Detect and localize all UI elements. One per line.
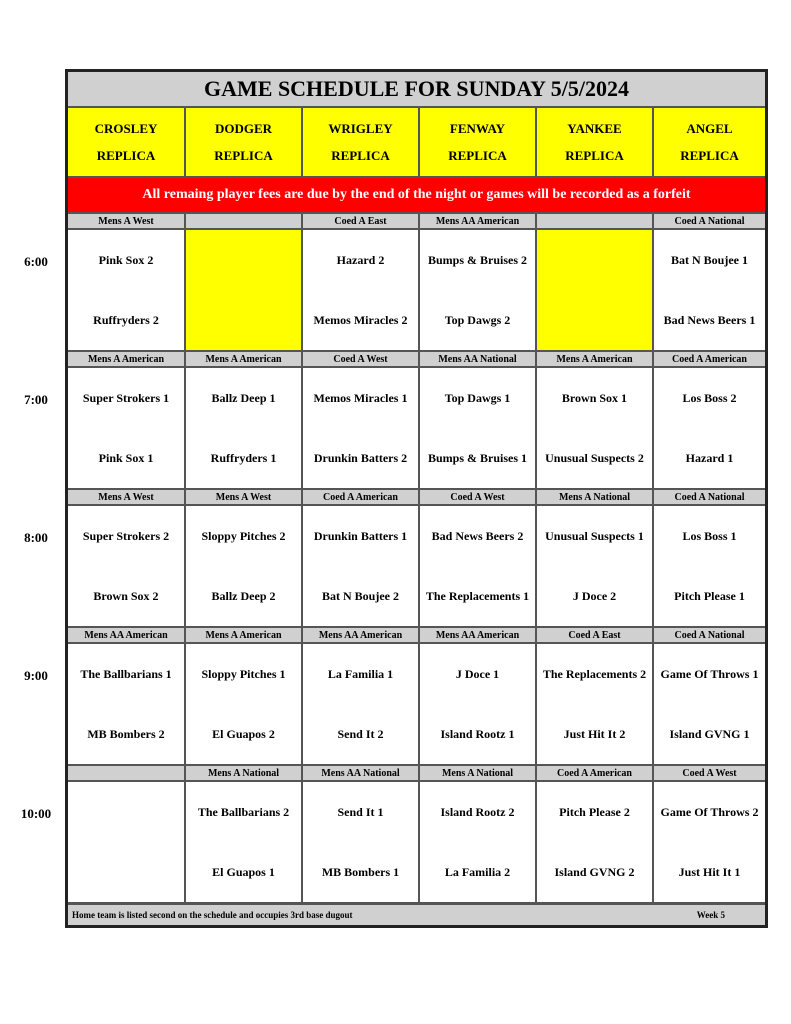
time-label: 9:00 <box>24 668 48 683</box>
game-cell <box>654 782 765 902</box>
away-team: Hazard 2 <box>336 252 385 267</box>
away-team: Top Dawgs 1 <box>444 390 511 405</box>
game-cell <box>537 506 652 626</box>
home-team: The Replacements 1 <box>425 588 530 603</box>
home-team: Memos Miracles 2 <box>313 312 408 327</box>
league-label: Mens AA National <box>303 766 418 780</box>
home-team: J Doce 2 <box>572 588 617 603</box>
home-team: Pink Sox 1 <box>98 450 154 465</box>
time-label: 8:00 <box>24 530 48 545</box>
league-label: Mens AA National <box>420 352 535 366</box>
home-team: La Familia 2 <box>444 864 511 879</box>
home-team: MB Bombers 1 <box>321 864 400 879</box>
home-team: El Guapos 2 <box>212 726 275 741</box>
week-label: Week 5 <box>696 910 725 920</box>
game-cell <box>537 368 652 488</box>
home-team: Just Hit It 2 <box>563 726 626 741</box>
away-team: Pitch Please 2 <box>559 804 630 819</box>
home-team: Ballz Deep 2 <box>211 588 276 603</box>
venue-name: ANGEL <box>686 121 733 136</box>
away-team: Sloppy Pitches 2 <box>201 528 286 543</box>
game-cell <box>537 644 652 764</box>
home-team: Just Hit It 1 <box>678 864 741 879</box>
game-cell <box>186 230 301 350</box>
league-label: Coed A West <box>654 766 765 780</box>
venue-name: DODGER <box>214 121 273 136</box>
home-team: Send It 2 <box>337 726 384 741</box>
league-label: Mens A National <box>186 766 301 780</box>
venue-crosley <box>68 108 184 176</box>
venue-fenway <box>420 108 535 176</box>
away-team: Sloppy Pitches 1 <box>201 666 286 681</box>
venue-name: WRIGLEY <box>328 121 393 136</box>
league-label: Coed A National <box>654 490 765 504</box>
league-label: Mens A American <box>537 352 652 366</box>
league-label: Coed A West <box>303 352 418 366</box>
game-cell <box>654 368 765 488</box>
venue-yankee <box>537 108 652 176</box>
league-label: Coed A East <box>303 214 418 228</box>
game-cell <box>68 230 184 350</box>
away-team: Game Of Throws 2 <box>660 804 759 819</box>
venue-type: REPLICA <box>680 148 739 163</box>
league-label: Coed A American <box>654 352 765 366</box>
league-label: Mens A West <box>186 490 301 504</box>
league-label: Coed A American <box>303 490 418 504</box>
away-team: Drunkin Batters 1 <box>313 528 408 543</box>
venue-type: REPLICA <box>214 148 273 163</box>
game-cell <box>68 506 184 626</box>
league-label: Coed A East <box>537 628 652 642</box>
game-cell <box>186 782 301 902</box>
game-cell <box>303 506 418 626</box>
home-team: Unusual Suspects 2 <box>545 450 644 465</box>
league-label: Mens AA American <box>68 628 184 642</box>
away-team: Game Of Throws 1 <box>660 666 759 681</box>
venue-type: REPLICA <box>331 148 390 163</box>
footer <box>68 905 765 925</box>
league-label <box>186 214 301 228</box>
home-team: Hazard 1 <box>685 450 734 465</box>
fee-notice: All remaing player fees are due by the end of the night or games will be recorded as a forfeit <box>68 178 765 212</box>
league-label: Coed A National <box>654 628 765 642</box>
away-team: J Doce 1 <box>455 666 500 681</box>
time-label: 10:00 <box>20 806 52 821</box>
game-cell <box>303 782 418 902</box>
home-team: El Guapos 1 <box>212 864 275 879</box>
league-label: Coed A American <box>537 766 652 780</box>
home-team: Bat N Boujee 2 <box>322 588 399 603</box>
venue-name: CROSLEY <box>94 121 158 136</box>
league-label: Mens AA American <box>420 214 535 228</box>
league-label: Mens A American <box>186 352 301 366</box>
game-cell <box>537 230 652 350</box>
league-label: Mens A American <box>186 628 301 642</box>
game-cell <box>68 368 184 488</box>
game-cell <box>654 644 765 764</box>
home-team: Top Dawgs 2 <box>444 312 511 327</box>
away-team: The Ballbarians 2 <box>197 804 290 819</box>
home-team: Island GVNG 1 <box>669 726 750 741</box>
away-team: Memos Miracles 1 <box>313 390 408 405</box>
game-cell <box>186 644 301 764</box>
footer-note: Home team is listed second on the schedule and occupies 3rd base dugout <box>72 910 353 920</box>
venue-name: YANKEE <box>567 121 622 136</box>
away-team: Ballz Deep 1 <box>211 390 276 405</box>
home-team <box>188 290 299 350</box>
game-cell <box>420 368 535 488</box>
game-cell <box>420 644 535 764</box>
league-label: Mens A National <box>537 490 652 504</box>
venue-name: FENWAY <box>449 121 506 136</box>
away-team: Los Boss 1 <box>682 528 737 543</box>
game-cell <box>303 644 418 764</box>
league-label: Mens A National <box>420 766 535 780</box>
venue-wrigley <box>303 108 418 176</box>
away-team: Brown Sox 1 <box>561 390 628 405</box>
home-team <box>70 842 182 902</box>
home-team: Bad News Beers 1 <box>663 312 756 327</box>
home-team: Ruffryders 2 <box>93 312 159 327</box>
home-team <box>539 290 650 350</box>
game-cell <box>68 782 184 902</box>
game-cell <box>654 506 765 626</box>
away-team: Unusual Suspects 1 <box>545 528 644 543</box>
away-team: The Replacements 2 <box>542 666 647 681</box>
game-cell <box>303 230 418 350</box>
home-team: Ruffryders 1 <box>210 450 277 465</box>
venue-type: REPLICA <box>96 148 156 163</box>
league-label: Mens AA American <box>303 628 418 642</box>
game-cell <box>654 230 765 350</box>
home-team: Bumps & Bruises 1 <box>427 450 528 465</box>
away-team: Los Boss 2 <box>682 390 737 405</box>
league-label: Coed A National <box>654 214 765 228</box>
schedule-table <box>65 69 768 928</box>
away-team: Island Rootz 2 <box>440 804 515 819</box>
venue-angel <box>654 108 765 176</box>
home-team: Island Rootz 1 <box>440 726 515 741</box>
league-label: Mens A American <box>68 352 184 366</box>
away-team: Send It 1 <box>337 804 384 819</box>
league-label: Coed A West <box>420 490 535 504</box>
page-title: GAME SCHEDULE FOR SUNDAY 5/5/2024 <box>68 72 765 106</box>
away-team: Bat N Boujee 1 <box>671 252 748 267</box>
away-team <box>188 230 299 290</box>
game-cell <box>186 506 301 626</box>
league-label <box>68 766 184 780</box>
game-cell <box>420 782 535 902</box>
away-team: Pink Sox 2 <box>98 252 154 267</box>
time-label: 7:00 <box>24 392 48 407</box>
venue-dodger <box>186 108 301 176</box>
away-team: The Ballbarians 1 <box>80 666 172 681</box>
home-team: MB Bombers 2 <box>87 726 165 741</box>
venue-type: REPLICA <box>448 148 507 163</box>
game-cell <box>420 230 535 350</box>
league-label: Mens A West <box>68 490 184 504</box>
away-team <box>70 782 182 842</box>
home-team: Drunkin Batters 2 <box>313 450 408 465</box>
league-label <box>537 214 652 228</box>
away-team: Bumps & Bruises 2 <box>427 252 528 267</box>
game-cell <box>537 782 652 902</box>
away-team <box>539 230 650 290</box>
away-team: La Familia 1 <box>327 666 394 681</box>
away-team: Bad News Beers 2 <box>431 528 524 543</box>
home-team: Brown Sox 2 <box>93 588 159 603</box>
game-cell <box>186 368 301 488</box>
league-label: Mens A West <box>68 214 184 228</box>
league-label: Mens AA American <box>420 628 535 642</box>
home-team: Pitch Please 1 <box>674 588 745 603</box>
game-cell <box>68 644 184 764</box>
away-team: Super Strokers 2 <box>82 528 170 543</box>
venue-type: REPLICA <box>565 148 624 163</box>
time-label: 6:00 <box>24 254 48 269</box>
home-team: Island GVNG 2 <box>554 864 635 879</box>
away-team: Super Strokers 1 <box>82 390 170 405</box>
game-cell <box>303 368 418 488</box>
game-cell <box>420 506 535 626</box>
